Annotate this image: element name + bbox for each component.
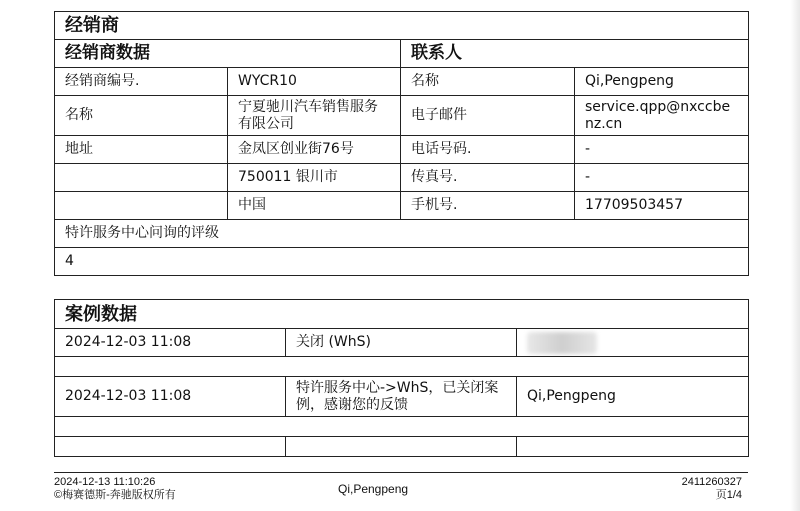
rating-label: 特许服务中心问询的评级: [55, 220, 749, 248]
cases-section-title: 案例数据: [55, 300, 749, 329]
spacer-row: [55, 417, 749, 437]
footer-datetime: 2024-12-13 11:10:26: [54, 476, 156, 488]
dealer-address-street: 金凤区创业街76号: [228, 136, 401, 164]
dealer-data-header: 经销商数据: [55, 40, 401, 68]
table-row: [55, 192, 749, 220]
case-time: 2024-12-03 11:08: [55, 329, 286, 357]
empty-cell: [517, 437, 749, 457]
dealer-address-label-empty: [55, 164, 228, 192]
footer-user: Qi,Pengpeng: [338, 482, 409, 496]
cases-table: [54, 299, 749, 457]
contact-name-value: Qi,Pengpeng: [575, 68, 749, 96]
page-edge: [790, 0, 800, 511]
contact-email-value: service.qpp@nxccbenz.cn: [575, 96, 749, 136]
dealer-name-label: 名称: [55, 96, 228, 136]
case-person: Qi,Pengpeng: [517, 377, 749, 417]
contact-fax-label: 传真号.: [401, 164, 575, 192]
empty-cell: [286, 437, 517, 457]
contact-phone-label: 电话号码.: [401, 136, 575, 164]
contact-email-label: 电子邮件: [401, 96, 575, 136]
dealer-number-value: WYCR10: [228, 68, 401, 96]
case-text: 特许服务中心->WhS，已关闭案例，感谢您的反馈: [286, 377, 517, 417]
dealer-name-value: 宁夏驰川汽车销售服务有限公司: [228, 96, 401, 136]
dealer-address-label-empty-2: [55, 192, 228, 220]
table-row: [55, 377, 749, 417]
dealer-table: [54, 11, 749, 276]
empty-cell: [55, 437, 286, 457]
case-time: 2024-12-03 11:08: [55, 377, 286, 417]
table-row: [55, 96, 749, 136]
table-row: [55, 329, 749, 357]
case-person: [517, 329, 749, 357]
spacer-row: [55, 357, 749, 377]
case-text: 关闭 (WhS): [286, 329, 517, 357]
dealer-section-title: 经销商: [55, 12, 749, 40]
rating-value: 4: [55, 248, 749, 276]
redacted-blur: [527, 332, 597, 354]
dealer-address-city: 750011 银川市: [228, 164, 401, 192]
contact-header: 联系人: [401, 40, 749, 68]
table-row: [55, 437, 749, 457]
footer-page-number: 页1/4: [715, 489, 742, 501]
footer-doc-number: 2411260327: [681, 476, 742, 488]
footer-copyright: ©梅赛德斯-奔驰版权所有: [54, 489, 176, 501]
contact-mobile-label: 手机号.: [401, 192, 575, 220]
table-row: [55, 164, 749, 192]
dealer-number-label: 经销商编号.: [55, 68, 228, 96]
table-row: [55, 136, 749, 164]
contact-mobile-value: 17709503457: [575, 192, 749, 220]
dealer-address-label: 地址: [55, 136, 228, 164]
table-row: [55, 68, 749, 96]
contact-fax-value: -: [575, 164, 749, 192]
contact-name-label: 名称: [401, 68, 575, 96]
contact-phone-value: -: [575, 136, 749, 164]
dealer-address-country: 中国: [228, 192, 401, 220]
footer-divider: [54, 472, 748, 473]
